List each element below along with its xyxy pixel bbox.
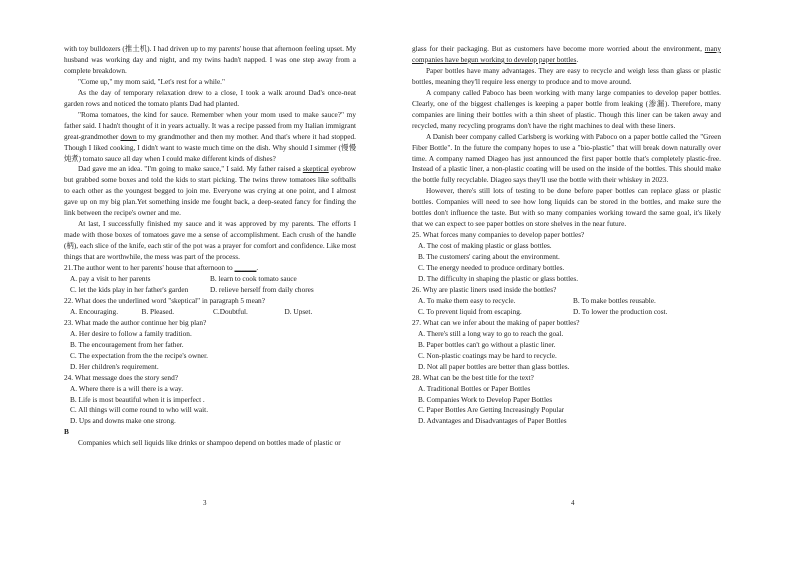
option-c[interactable]: C. Paper Bottles Are Getting Increasingly Popular xyxy=(418,405,565,415)
question-stem: 26. Why are plastic liners used inside the bottles? xyxy=(412,284,557,294)
option-a[interactable]: A. There's still a long way to go to reach the goal. xyxy=(418,328,564,338)
question-stem: 22. What does the underlined word "skeptical" in paragraph 5 mean? xyxy=(64,295,265,305)
option-c[interactable]: C. Non-plastic coatings may be hard to recycle. xyxy=(418,350,557,360)
option-a[interactable]: A. Where there is a will there is a way. xyxy=(70,383,184,393)
passage-paragraph: "Come up," my mom said, "Let's rest for a while." xyxy=(78,76,225,86)
underlined-sentence: many companies have begun working to develop paper bottles xyxy=(412,44,721,64)
question-stem: 27. What can we infer about the making of paper bottles? xyxy=(412,317,580,327)
option-b[interactable]: B. The customers' caring about the environment. xyxy=(418,252,560,262)
question-stem: 21.The author went to her parents' house that afternoon to ______. xyxy=(64,263,259,273)
question-27 xyxy=(412,318,721,373)
passage-paragraph: "Roma tomatoes, the kind for sauce. Remember when your mom used to make sauce?" my father said. I hadn't thought of it in years actually. It was a recipe passed from my Italian immigrant great-grandmother down to my grandmother and then my mother. And that's where it had stopped. Though I liked cooking, I didn't want to waste much time on the dish. Why should I simmer (慢慢炖煮) tomato sauce all day when I could make different kinds of dishes? xyxy=(64,109,356,163)
option-a[interactable]: A. pay a visit to her parents xyxy=(70,274,151,284)
option-d[interactable]: D. Her children's requirement. xyxy=(70,361,159,371)
option-d[interactable]: D. relieve herself from daily chores xyxy=(210,284,314,294)
passage-paragraph: At last, I successfully finished my sauce and it was approved by my parents. The efforts I made with those boxes of tomatoes gave me a sense of accomplishment. Each crush of the handle (柄), each slice of the knife, each stir of the pot was a prayer for comfort and confidence. Like most things that are worthwhile, the mess was part of the process. xyxy=(64,219,356,262)
question-23 xyxy=(64,318,356,373)
passage-paragraph: A company called Paboco has been working with many large companies to develop paper bottles. Clearly, one of the biggest challenges is keeping a paper bottle from leaking (渗漏). Therefore, many companies are lining their bottles with a thin sheet of plastic. Though this liner can be taken away and recycled, many recycling programs don't have the right machines to deal with these liners. xyxy=(412,87,721,130)
option-d[interactable]: D. Ups and downs make one strong. xyxy=(70,416,176,426)
option-b[interactable]: B. Paper bottles can't go without a plastic liner. xyxy=(418,339,556,349)
passage-paragraph: Companies which sell liquids like drinks or shampoo depend on bottles made of plastic or xyxy=(78,438,341,448)
question-stem: 23. What made the author continue her big plan? xyxy=(64,317,207,327)
option-a[interactable]: A. Her desire to follow a family tradition. xyxy=(70,328,192,338)
option-b[interactable]: B. Companies Work to Develop Paper Bottles xyxy=(418,394,553,404)
answer-blank: ______ xyxy=(234,263,257,273)
passage-paragraph: glass for their packaging. But as customers have become more worried about the environment, many companies have begun working to develop paper bottles. xyxy=(412,44,721,64)
passage-paragraph: A Danish beer company called Carlsberg is working with Paboco on a paper bottle called the "Green Fiber Bottle". In the future the company hopes to use a "bio-plastic" that will break down naturally over time. A company named Diageo has just announced the first paper bottle that's completely plastic-free. Instead of a plastic liner, a non-plastic coating will be used on the inside of the bottles. This should make the bottle fully recyclable. Diageo says they'll use the bottle with their whiskey in 2023. xyxy=(412,131,721,185)
option-a[interactable]: A. To make them easy to recycle. xyxy=(418,295,516,305)
passage-paragraph: Paper bottles have many advantages. They are easy to recycle and weigh less than glass or plastic bottles, meaning they'll require less energy to produce and to move around. xyxy=(412,65,721,86)
reading-passage-b xyxy=(412,44,721,427)
question-25 xyxy=(412,230,721,285)
option-c[interactable]: C. The energy needed to produce ordinary bottles. xyxy=(418,263,565,273)
question-stem: 25. What forces many companies to develop paper bottles? xyxy=(412,230,585,240)
page-number: 4 xyxy=(571,499,575,507)
question-26 xyxy=(412,285,721,318)
underlined-word: down xyxy=(120,131,137,141)
option-d[interactable]: D. To lower the production cost. xyxy=(573,306,668,316)
option-c[interactable]: C.Doubtful. xyxy=(213,306,248,316)
question-24 xyxy=(64,373,356,428)
option-d[interactable]: D. Upset. xyxy=(284,306,313,316)
option-b[interactable]: B. The encouragement from her father. xyxy=(70,339,184,349)
option-b[interactable]: B. To make bottles reusable. xyxy=(573,295,656,305)
question-28 xyxy=(412,373,721,428)
section-heading-b: B xyxy=(64,427,69,437)
option-c[interactable]: C. The expectation from the the recipe's owner. xyxy=(70,350,208,360)
passage-paragraph: However, there's still lots of testing to be done before paper bottles can replace glass or plastic bottles. Companies will need to see how long liquids can be stored in the bottles, and make sure the bottles don't influence the taste. But with so many companies working toward the same goal, it's likely that we can expect to see paper bottles on store shelves in the near future. xyxy=(412,186,721,229)
underlined-word-skeptical: skeptical xyxy=(302,164,329,174)
option-b[interactable]: B. learn to cook tomato sauce xyxy=(210,274,297,284)
option-d[interactable]: D. Advantages and Disadvantages of Paper Bottles xyxy=(418,416,567,426)
question-stem: 28. What can be the best title for the text? xyxy=(412,372,534,382)
option-d[interactable]: D. Not all paper bottles are better than glass bottles. xyxy=(418,361,570,371)
passage-paragraph: Dad gave me an idea. "I'm going to make sauce," I said. My father raised a skeptical eyebrow but grabbed some boxes and told the kids to start picking. The twins threw tomatoes like softballs to each other as the youngest begged to join me. Everyone was crying at one point, and I almost gave up on my big plan.Yet something inside me fought back, a deep-seated fancy for finding the link between the recipe's owner and me. xyxy=(64,164,356,218)
page-number: 3 xyxy=(203,499,207,507)
option-a[interactable]: A. Traditional Bottles or Paper Bottles xyxy=(418,383,531,393)
question-stem: 24. What message does the story send? xyxy=(64,372,178,382)
question-22 xyxy=(64,296,356,318)
option-c[interactable]: C. To prevent liquid from escaping. xyxy=(418,306,522,316)
option-b[interactable]: B. Pleased. xyxy=(141,306,175,316)
passage-paragraph: with toy bulldozers (推土机). I had driven up to my parents' house that afternoon feeling upset. My husband was working day and night, and my twins hadn't napped. I was one step away from a complete breakdown. xyxy=(64,44,356,75)
option-c[interactable]: C. All things will come round to who will wait. xyxy=(70,405,209,415)
passage-paragraph: As the day of temporary relaxation drew to a close, I took a walk around Dad's once-neat garden rows and noticed the tomato plants Dad had planted. xyxy=(64,87,356,108)
option-a[interactable]: A. The cost of making plastic or glass bottles. xyxy=(418,241,552,251)
reading-passage-a xyxy=(64,44,356,449)
option-d[interactable]: D. The difficulty in shaping the plastic or glass bottles. xyxy=(418,274,579,284)
option-c[interactable]: C. let the kids play in her father's garden xyxy=(70,284,189,294)
option-b[interactable]: B. Life is most beautiful when it is imperfect . xyxy=(70,394,205,404)
option-a[interactable]: A. Encouraging. xyxy=(70,306,119,316)
question-21 xyxy=(64,263,356,296)
